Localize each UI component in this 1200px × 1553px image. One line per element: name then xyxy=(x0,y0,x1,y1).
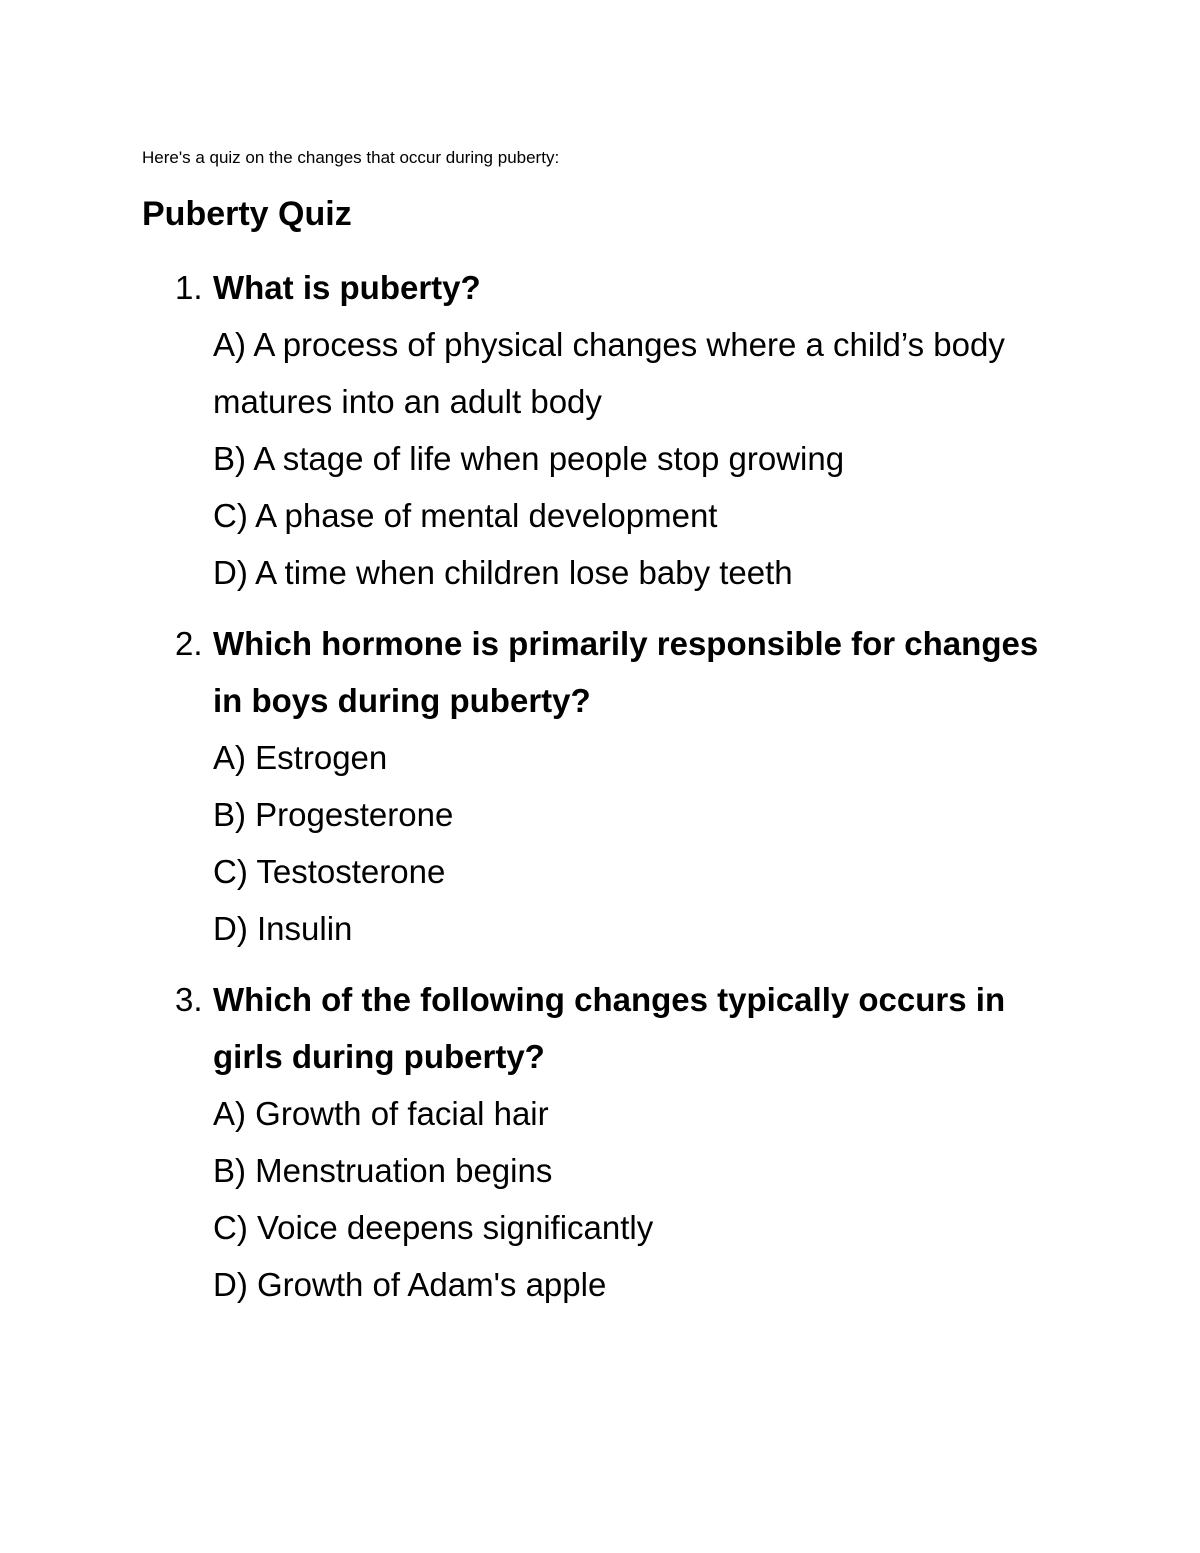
question-1 xyxy=(175,259,1065,601)
question-3 xyxy=(175,971,1065,1313)
question-2-option-b: B) Progesterone xyxy=(213,796,454,833)
question-1-option-c: C) A phase of mental development xyxy=(213,497,718,534)
question-3-option-c: C) Voice deepens significantly xyxy=(213,1209,654,1246)
question-1-options xyxy=(213,316,1065,601)
question-2-option-d: D) Insulin xyxy=(213,910,353,947)
quiz-title: Puberty Quiz xyxy=(142,195,352,233)
question-2 xyxy=(175,615,1065,957)
question-3-option-d: D) Growth of Adam's apple xyxy=(213,1266,607,1303)
question-1-number: 1. xyxy=(175,269,203,306)
question-2-options xyxy=(213,729,1065,957)
question-3-heading xyxy=(175,971,1065,1085)
question-2-number: 2. xyxy=(175,625,203,662)
question-2-option-c: C) Testosterone xyxy=(213,853,446,890)
question-1-option-b: B) A stage of life when people stop growing xyxy=(213,440,845,477)
question-3-number: 3. xyxy=(175,981,203,1018)
question-1-option-d: D) A time when children lose baby teeth xyxy=(213,554,793,591)
question-3-option-a: A) Growth of facial hair xyxy=(213,1095,549,1132)
question-2-option-a: A) Estrogen xyxy=(213,739,388,776)
question-2-heading xyxy=(175,615,1065,729)
question-3-option-b: B) Menstruation begins xyxy=(213,1152,553,1189)
question-3-options xyxy=(213,1085,1065,1313)
question-2-text: Which hormone is primarily responsible for changes in boys during puberty? xyxy=(213,625,1039,719)
question-3-text: Which of the following changes typically occurs in girls during puberty? xyxy=(213,981,1006,1075)
question-1-text: What is puberty? xyxy=(213,269,481,306)
question-1-heading xyxy=(175,259,1065,316)
intro-text: Here's a quiz on the changes that occur during puberty: xyxy=(142,148,560,167)
question-1-option-a: A) A process of physical changes where a child’s body matures into an adult body xyxy=(213,326,1005,420)
